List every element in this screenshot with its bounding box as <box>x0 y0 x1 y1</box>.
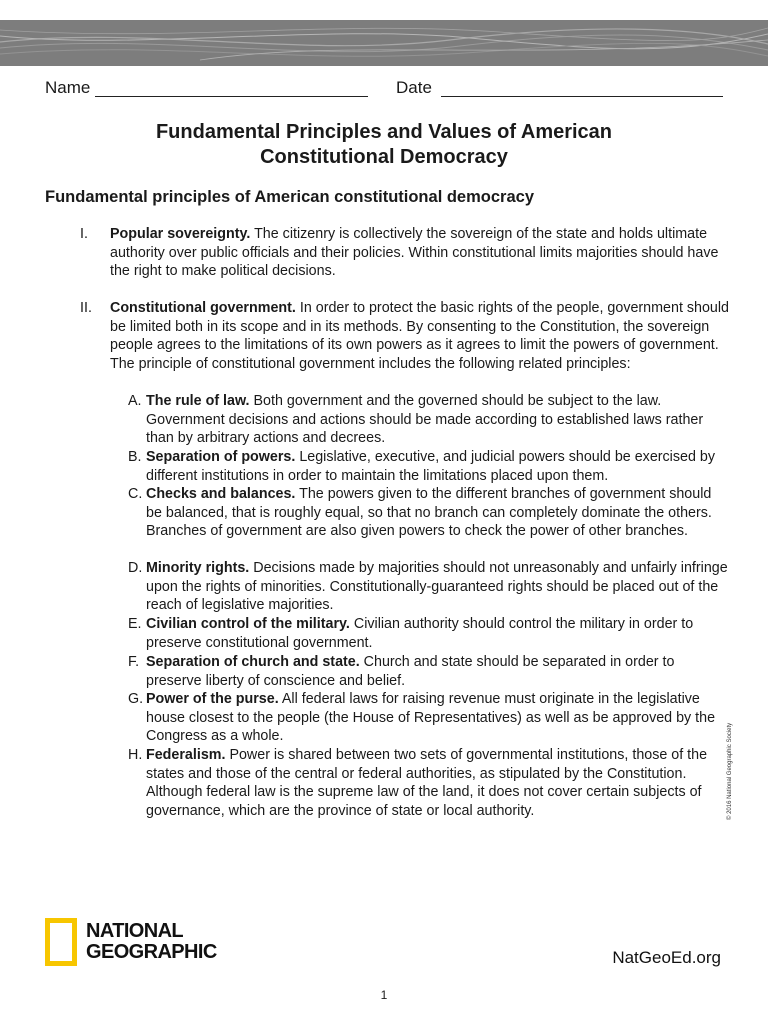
subprinciple-item <box>128 690 728 746</box>
logo-text-line-1: NATIONAL <box>86 920 184 942</box>
item-text <box>110 225 730 281</box>
item-number: II. <box>80 300 92 316</box>
subitem-term: Checks and balances. <box>146 486 296 502</box>
subitem-text <box>146 690 728 746</box>
item-description: The citizenry is collectively the sovereign of the state and holds ultimate authority over public officials and their policies. Within constitutional limits majorities should have the right to make political decisions. <box>110 226 719 280</box>
subitem-description: Decisions made by majorities should not unreasonably and unfairly infringe upon the rights of minorities. Constitutionally-guaranteed rights should be placed out of the reach of legislative majorities. <box>146 560 728 614</box>
subitem-letter: D. <box>128 560 143 576</box>
date-label: Date <box>396 78 432 97</box>
title-line-2: Constitutional Democracy <box>260 146 508 168</box>
subitem-term: Federalism. <box>146 747 226 763</box>
subitem-letter: A. <box>128 393 142 409</box>
subitem-description: Both government and the governed should be subject to the law. Government decisions and actions should be made according to established laws rather than by arbitrary actions and decrees. <box>146 393 704 447</box>
subitem-description: Power is shared between two sets of governmental institutions, those of the states and those of the central or federal authorities, as stipulated by the Constitution. Although federal law is the supreme law of the land, it does not cover certain subjects of governance, which are the province of state or local authority. <box>146 747 708 820</box>
yellow-border-icon <box>45 918 77 966</box>
page-number: 1 <box>380 988 388 1002</box>
subitem-description: Civilian authority should control the military in order to preserve constitutional government. <box>146 616 694 651</box>
item-description: In order to protect the basic rights of the people, government should be limited both in its scope and in its methods. By consenting to the Constitution, the sovereign people agrees to the limitations of its own powers as it agrees to limit the powers of government. The principle of constitutional government includes the following related principles: <box>110 300 730 373</box>
subprinciple-item <box>128 653 728 690</box>
item-number: I. <box>80 226 88 242</box>
website-link[interactable]: NatGeoEd.org <box>612 948 721 967</box>
subitem-term: The rule of law. <box>146 393 250 409</box>
subitem-text <box>146 746 728 821</box>
subprinciple-item <box>128 448 728 485</box>
subprinciple-item <box>128 615 728 652</box>
subitem-description: Church and state should be separated in order to preserve liberty of conscience and belief. <box>146 654 675 689</box>
subitem-description: Legislative, executive, and judicial powers should be exercised by different institutions in order to maintain the limitations placed upon them. <box>146 449 715 484</box>
subitem-letter: F. <box>128 654 140 670</box>
subitem-letter: C. <box>128 486 143 502</box>
item-term: Popular sovereignty. <box>110 226 251 242</box>
subitem-text <box>146 392 728 448</box>
subitem-description: All federal laws for raising revenue must originate in the legislative house closest to the people (the House of Representatives) as well as be approved by the Congress as a whole. <box>146 691 716 745</box>
subitem-term: Separation of church and state. <box>146 654 360 670</box>
subitem-text <box>146 448 728 485</box>
item-text <box>110 299 730 374</box>
copyright-notice: © 2016 National Geographic Society <box>727 722 733 820</box>
header-banner <box>0 20 768 66</box>
subitem-term: Civilian control of the military. <box>146 616 350 632</box>
subitem-letter: B. <box>128 449 142 465</box>
principle-item <box>80 299 730 374</box>
subprinciple-item <box>128 559 728 615</box>
subitem-text <box>146 485 728 541</box>
date-field-line[interactable] <box>441 96 723 97</box>
subprinciple-item <box>128 746 728 821</box>
subitem-description: The powers given to the different branches of government should be balanced, that is roughly equal, so that no branch can completely dominate the others. Branches of government are also given powers to check the power of other branches. <box>146 486 712 540</box>
section-heading: Fundamental principles of American constitutional democracy <box>45 188 534 206</box>
logo-text-line-2: GEOGRAPHIC <box>86 941 217 963</box>
subitem-text <box>146 653 728 690</box>
item-term: Constitutional government. <box>110 300 296 316</box>
page-title <box>0 120 768 170</box>
subitem-term: Separation of powers. <box>146 449 296 465</box>
title-line-1: Fundamental Principles and Values of American <box>155 121 613 143</box>
subprinciple-item <box>128 392 728 448</box>
name-field-line[interactable] <box>95 96 368 97</box>
national-geographic-logo <box>45 918 215 968</box>
subitem-letter: G. <box>128 691 144 707</box>
name-label: Name <box>45 78 91 97</box>
wave-decoration <box>0 20 768 66</box>
principle-item <box>80 225 730 281</box>
subitem-text <box>146 615 728 652</box>
name-date-row <box>45 78 725 102</box>
subitem-text <box>146 559 728 615</box>
subitem-letter: H. <box>128 747 143 763</box>
subitem-letter: E. <box>128 616 142 632</box>
subprinciple-item <box>128 485 728 541</box>
subitem-term: Minority rights. <box>146 560 250 576</box>
subitem-term: Power of the purse. <box>146 691 279 707</box>
